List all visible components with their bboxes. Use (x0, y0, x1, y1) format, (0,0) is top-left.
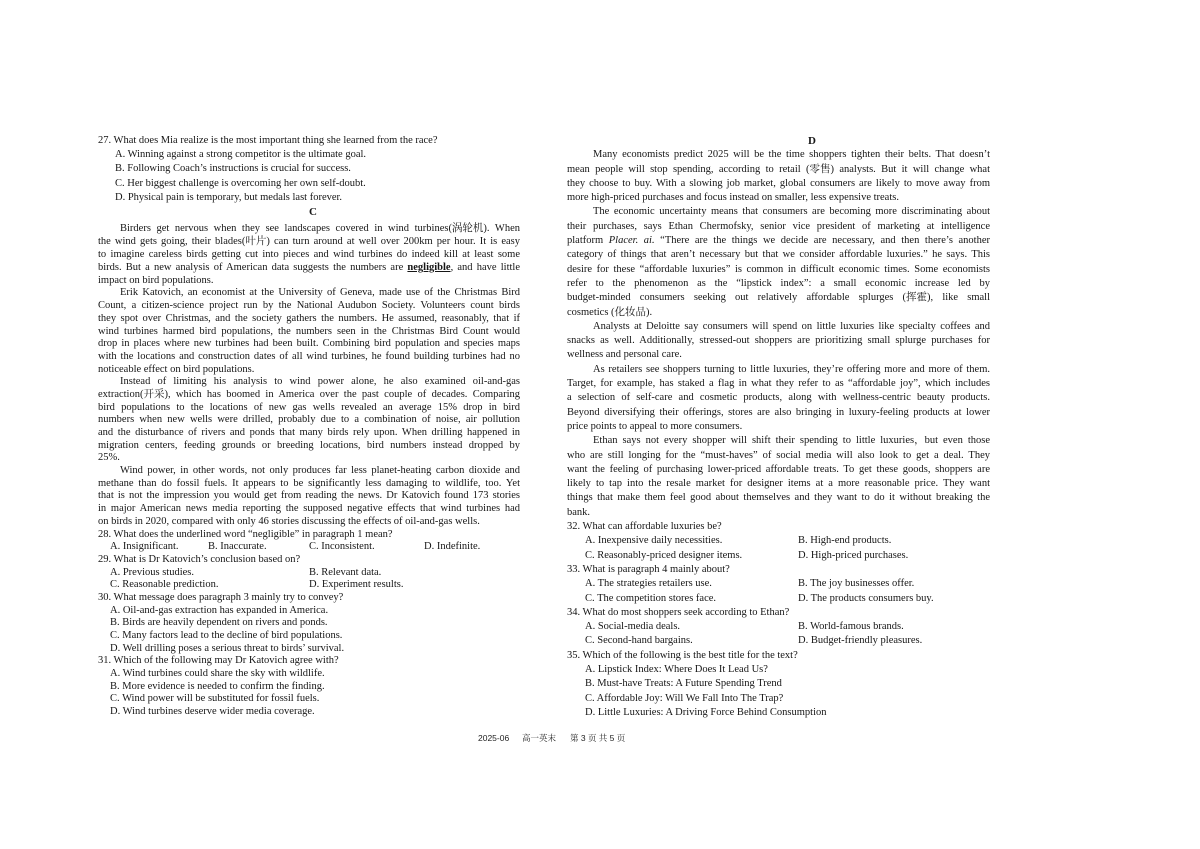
text-line: wellness and personal care. (567, 349, 682, 361)
option-b (567, 677, 990, 691)
text-segment: birds. But a new analysis of American data suggests the numbers are (98, 262, 408, 274)
option-c: C. Inconsistent. (309, 541, 375, 553)
option-b: B. World-famous brands. (798, 621, 904, 633)
question-stem: 28. What does the underlined word “negligible” in paragraph 1 mean? (98, 528, 393, 540)
question-28 (98, 529, 520, 554)
option-text: A. Lipstick Index: Where Does It Lead Us? (585, 663, 768, 675)
option-d (98, 706, 520, 719)
options-row (567, 634, 990, 648)
text-line: in major American news media reporting the supposed negative effects that wind turbines had (98, 503, 520, 515)
text-line: Analysts at Deloitte say consumers will spend on little luxuries like specialty coffees and (593, 320, 990, 332)
footer-subject: 高一英末 (522, 733, 557, 743)
option-c: C. Second-hand bargains. (585, 635, 693, 647)
passage-d-heading: D (808, 135, 816, 147)
option-text: D. Little Luxuries: A Driving Force Behind Consumption (585, 706, 827, 718)
passage-d-paragraph-5 (567, 434, 990, 520)
text-line: bird populations to the locations of new gas wells revealed an average 15% drop in bird (98, 401, 520, 413)
text-line: Instead of limiting his analysis to wind power alone, he also examined oil-and-gas (120, 376, 520, 388)
left-column (98, 134, 520, 719)
option-text: A. Oil-and-gas extraction has expanded in America. (110, 604, 329, 616)
option-c (98, 630, 520, 643)
text-line: category of things that aren’t necessary but that we consider affordable luxuries.” he says. This (567, 249, 990, 261)
text-line: likely to tap into the resale market for designer items at a more reasonable price. They want (567, 478, 990, 490)
text-line: a selection of self-care and cosmetic products, along with wellness-centric beauty products. (567, 392, 990, 404)
text-line: bank. (567, 506, 591, 518)
text-line: mean people will stop spending, according to retail (零售) analysts. But it will change what (567, 163, 990, 175)
option-b (98, 681, 520, 694)
text-line: Target, for example, has staked a flag in what they refer to as “affordable joy”, which includes (567, 378, 990, 390)
text-line: cosmetics (化妆品). (567, 306, 653, 318)
text-line: on birds in 2020, compared with only 46 stories discussing the effects of oil-and-gas wells. (98, 515, 480, 527)
option-d (567, 706, 990, 720)
option-b: B. High-end products. (798, 535, 892, 547)
option-c: C. Reasonably-priced designer items. (585, 549, 743, 561)
option-a (98, 148, 520, 162)
text-line: numbers when new wells were drilled, probably due to a combination of noise, air pollution (98, 414, 520, 426)
options-row (98, 567, 520, 580)
text-line: impact on bird populations. (98, 275, 214, 287)
options-row (98, 541, 520, 554)
question-stem: 32. What can affordable luxuries be? (567, 521, 722, 533)
option-a: A. The strategies retailers use. (585, 578, 712, 590)
text-line: As retailers see shoppers turning to little luxuries, they’re offering more and more of them. (593, 363, 990, 375)
text-line: they choose to buy. With a slowing job market, global consumers are likely to move away from (567, 177, 990, 189)
question-33 (567, 563, 990, 606)
option-text: C. Many factors lead to the decline of bird populations. (110, 630, 343, 642)
text-line: Beyond diversifying their offerings, stores are also bringing in luxury-feeling products at lower (567, 406, 990, 418)
option-text: B. Must-have Treats: A Future Spending Trend (585, 678, 782, 690)
option-text: D. Wind turbines deserve wider media coverage. (110, 706, 315, 718)
text-line: to imagine careless birds getting cut into pieces and wind turbines do indeed kill at least some (98, 248, 520, 260)
option-text: A. Wind turbines could share the sky with wildlife. (110, 668, 325, 680)
text-line: migration centers, feeding grounds or breeding locations, bird numbers instead dropped by (98, 439, 520, 451)
text-line: 25%. (98, 452, 120, 464)
text-line: drop in places where new turbines had been built. Combining bird population and species maps (98, 338, 520, 350)
option-d (98, 643, 520, 656)
text-line: things that make them feel good about themselves and they want to do it without breaking the (567, 492, 990, 504)
italic-name: Placer. ai. (608, 235, 655, 247)
text-line: wind turbines harmed bird populations, the numbers seen in the Christmas Bird Count would (98, 325, 520, 337)
text-line: budget-minded consumers seeking out relatively affordable splurges (挥霍), like small (567, 292, 990, 304)
option-text: C. Her biggest challenge is overcoming her own self-doubt. (115, 177, 366, 189)
underlined-word: negligible (407, 262, 451, 274)
options-row (567, 549, 990, 563)
text-line: and the disturbance of rivers and ponds that many birds rely upon. When drilling happened in (98, 427, 520, 439)
text-line: noticeable effect on bird populations. (98, 363, 255, 375)
text-line: The economic uncertainty means that consumers are becoming more discriminating about (593, 206, 990, 218)
text-line: more high-priced purchases and focus instead on smaller, less expensive treats. (567, 192, 899, 204)
option-d: D. High-priced purchases. (798, 549, 909, 561)
right-column (567, 134, 990, 720)
option-d: D. Indefinite. (424, 541, 481, 553)
text-line (98, 261, 520, 274)
option-a (567, 663, 990, 677)
passage-d-paragraph-4 (567, 363, 990, 434)
passage-c-paragraph-1 (98, 222, 520, 288)
text-line: the wind gets going, their blades(叶片) can turn around at well over 200km per hour. It is easy (98, 235, 520, 247)
option-d: D. The products consumers buy. (798, 592, 934, 604)
question-34 (567, 606, 990, 649)
option-text: B. Birds are heavily dependent on rivers and ponds. (110, 617, 328, 629)
question-32 (567, 520, 990, 563)
question-31 (98, 655, 520, 718)
passage-d-paragraph-2 (567, 205, 990, 319)
option-b: B. Inaccurate. (208, 541, 267, 553)
text-line: extraction(开采), which has boomed in America over the past couple of decades. Comparing (98, 388, 520, 400)
text-line: snacks as well. Additionally, stressed-out shoppers are prioritizing small splurge purchases for (567, 335, 990, 347)
option-text: B. Following Coach’s instructions is crucial for success. (115, 163, 351, 175)
text-line: they spot over Christmas, and the society gathers the numbers. He assumed, reasonably, that if (98, 312, 520, 324)
option-a: A. Insignificant. (110, 541, 179, 553)
question-stem: 35. Which of the following is the best title for the text? (567, 649, 798, 661)
text-line: want the feeling of purchasing lower-priced affordable treats. To get these goods, shoppers are (567, 463, 990, 475)
option-a: A. Social-media deals. (585, 621, 681, 633)
passage-d-paragraph-3 (567, 320, 990, 363)
question-stem: 30. What message does paragraph 3 mainly try to convey? (98, 591, 344, 603)
option-c (98, 693, 520, 706)
text-segment: , and have little (450, 262, 520, 274)
option-c (567, 692, 990, 706)
option-b: B. The joy businesses offer. (798, 578, 915, 590)
option-d: D. Experiment results. (309, 579, 404, 591)
question-29 (98, 554, 520, 592)
question-35 (567, 649, 990, 720)
options-row (567, 577, 990, 591)
question-stem: 29. What is Dr Katovich’s conclusion based on? (98, 553, 301, 565)
question-stem: 34. What do most shoppers seek according to Ethan? (567, 606, 790, 618)
question-27 (98, 134, 520, 205)
passage-c-paragraph-2 (98, 287, 520, 376)
option-text: B. More evidence is needed to confirm the finding. (110, 680, 325, 692)
option-text: C. Wind power will be substituted for fossil fuels. (110, 693, 320, 705)
text-line: Wind power, in other words, not only produces far less planet-heating carbon dioxide and (120, 465, 520, 477)
text-line: Ethan says not every shopper will shift their spending to little luxuries，but even those (593, 435, 990, 447)
option-d: D. Budget-friendly pleasures. (798, 635, 923, 647)
question-stem: 31. Which of the following may Dr Katovich agree with? (98, 655, 339, 667)
text-line: refer to the phenomenon as the “lipstick index”: a small economic increase led by (567, 277, 990, 289)
option-b: B. Relevant data. (309, 566, 382, 578)
text-line: price points to appeal to more consumers. (567, 420, 743, 432)
text-line: that is not the impression you would get from reading the news. Dr Katovich found 173 stories (98, 490, 520, 502)
question-stem: 27. What does Mia realize is the most important thing she learned from the race? (98, 135, 438, 146)
option-a: A. Previous studies. (110, 566, 194, 578)
option-b (98, 617, 520, 630)
option-b (98, 162, 520, 176)
text-line: who are still longing for the “must-haves” of social media will also look to get a deal. They (567, 449, 990, 461)
text-line: their purchases, says Ethan Chermofsky, senior vice president of marketing at intelligence (567, 220, 990, 232)
options-row (98, 579, 520, 592)
passage-c-paragraph-3 (98, 376, 520, 465)
text-line: Birders get nervous when they see landscapes covered in wind turbines(涡轮机). When (120, 222, 520, 234)
option-c: C. The competition stores face. (585, 592, 717, 604)
option-a (98, 668, 520, 681)
option-text: D. Well drilling poses a serious threat to birds’ survival. (110, 642, 345, 654)
option-d (98, 191, 520, 205)
option-a: A. Inexpensive daily necessities. (585, 535, 723, 547)
footer-date: 2025-06 (478, 733, 510, 743)
text-line (567, 234, 990, 248)
text-segment: platform (567, 235, 609, 247)
text-line: methane than do fossil fuels. It appears to be significantly less damaging to wildlife, too. Yet (98, 477, 520, 489)
option-text: D. Physical pain is temporary, but medals last forever. (115, 191, 343, 203)
passage-c-heading: C (309, 205, 317, 218)
question-stem: 33. What is paragraph 4 mainly about? (567, 563, 730, 575)
option-text: C. Affordable Joy: Will We Fall Into The Trap? (585, 692, 784, 704)
options-row (567, 592, 990, 606)
option-text: A. Winning against a strong competitor is the ultimate goal. (115, 149, 367, 161)
options-row (567, 620, 990, 634)
footer-page-number: 第 3 页 共 5 页 (570, 733, 626, 743)
question-30 (98, 592, 520, 655)
text-segment: “There are the things we decide are necessary, and then there’s another (654, 235, 990, 247)
page-footer (0, 732, 1200, 744)
text-line: Many economists predict 2025 will be the time shoppers tighten their belts. That doesn’t (593, 149, 990, 161)
passage-d-paragraph-1 (567, 148, 990, 205)
passage-c-paragraph-4 (98, 465, 520, 528)
text-line: Erik Katovich, an economist at the University of Geneva, made use of the Christmas Bird (120, 287, 520, 299)
text-line: desire for these “affordable luxuries” is common in difficult economic times. Some economists (567, 263, 990, 275)
options-row (567, 534, 990, 548)
text-line: with the locations and construction dates of all wind turbines, he found building turbines had no (98, 350, 520, 362)
option-c: C. Reasonable prediction. (110, 579, 219, 591)
option-c (98, 177, 520, 191)
text-line: Count, a citizen-science project run by the National Audubon Society. Volunteers count birds (98, 300, 520, 312)
option-a (98, 605, 520, 618)
